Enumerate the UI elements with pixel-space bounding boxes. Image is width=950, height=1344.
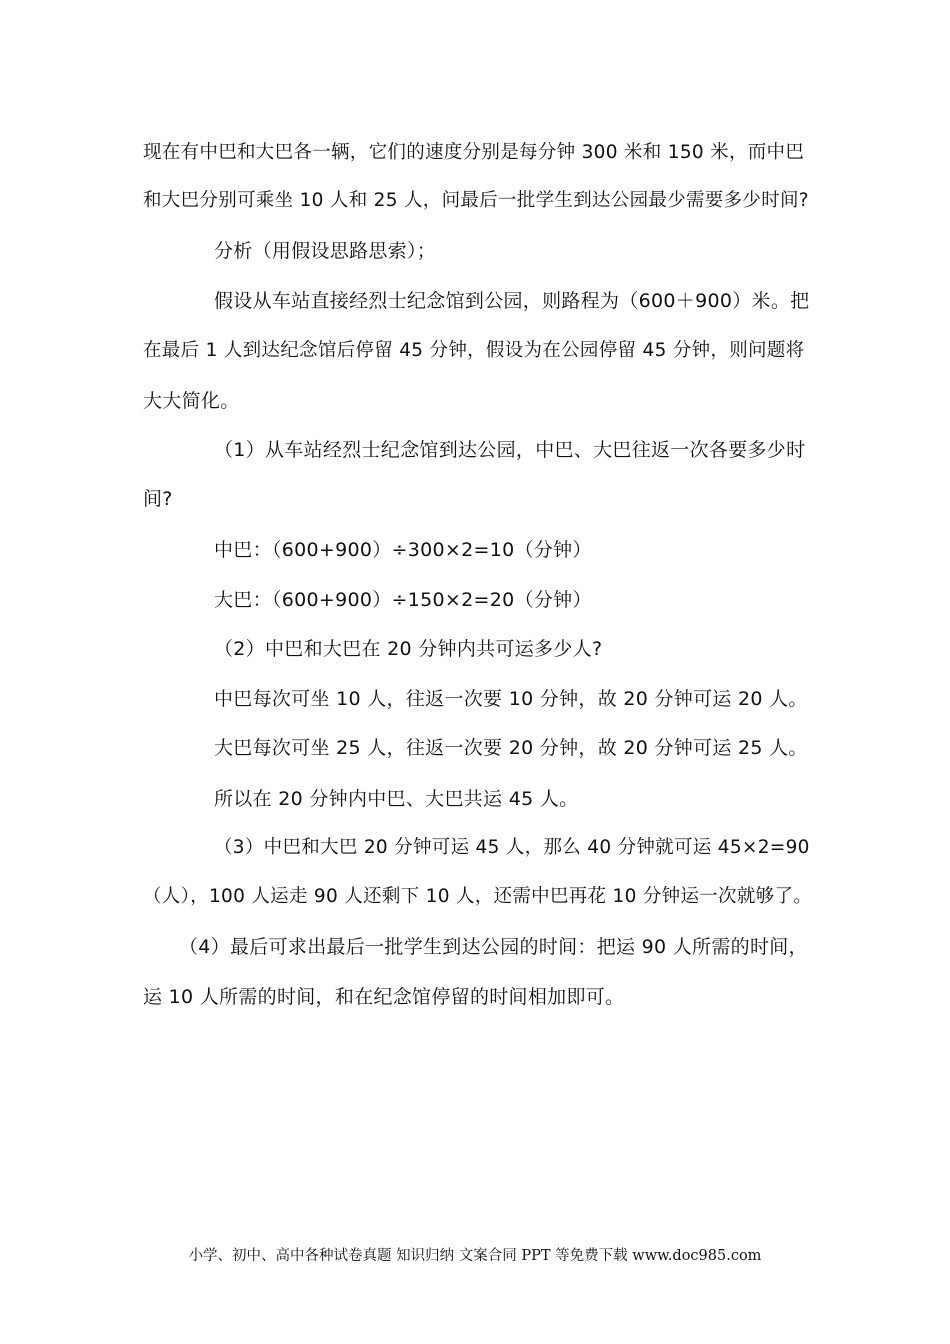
- paragraph-line: 大大简化。: [143, 390, 240, 412]
- step-4-text: （4）最后可求出最后一批学生到达公园的时间：把运 90 人所需的时间，: [179, 936, 808, 958]
- paragraph-line: 中巴每次可坐 10 人，往返一次要 10 分钟，故 20 分钟可运 20 人。: [214, 688, 808, 710]
- paragraph-line: 在最后 1 人到达纪念馆后停留 45 分钟，假设为在公园停留 45 分钟，则问题将: [143, 340, 805, 361]
- paragraph-line: 假设从车站直接经烈士纪念馆到公园，则路程为（600＋900）米。把: [214, 290, 810, 312]
- step-1-question: （1）从车站经烈士纪念馆到达公园，中巴、大巴往返一次各要多少时: [214, 439, 806, 461]
- paragraph-line: 现在有中巴和大巴各一辆，它们的速度分别是每分钟 300 米和 150 米，而中巴: [143, 142, 805, 163]
- paragraph-line: 间?: [143, 488, 173, 510]
- paragraph-line: 大巴每次可坐 25 人，往返一次要 20 分钟，故 20 分钟可运 25 人。: [214, 737, 808, 759]
- bus-formula: 大巴：（600+900）÷150×2=20（分钟）: [214, 589, 592, 611]
- paragraph-line: 运 10 人所需的时间，和在纪念馆停留的时间相加即可。: [143, 986, 625, 1008]
- minibus-formula: 中巴：（600+900）÷300×2=10（分钟）: [214, 539, 592, 561]
- analysis-heading: 分析（用假设思路思索）；: [214, 240, 437, 262]
- step-3-text: （3）中巴和大巴 20 分钟可运 45 人，那么 40 分钟就可运 45×2=90: [214, 837, 810, 858]
- step-2-question: （2）中巴和大巴在 20 分钟内共可运多少人?: [214, 638, 603, 660]
- paragraph-line: 所以在 20 分钟内中巴、大巴共运 45 人。: [214, 788, 579, 810]
- paragraph-line: （人），100 人运走 90 人还剩下 10 人，还需中巴再花 10 分钟运一次就够了。: [143, 886, 813, 907]
- paragraph-line: 和大巴分别可乘坐 10 人和 25 人，问最后一批学生到达公园最少需要多少时间?: [143, 190, 809, 211]
- page-footer: 小学、初中、高中各种试卷真题 知识归纳 文案合同 PPT 等免费下载 www.doc985.com: [188, 1248, 762, 1264]
